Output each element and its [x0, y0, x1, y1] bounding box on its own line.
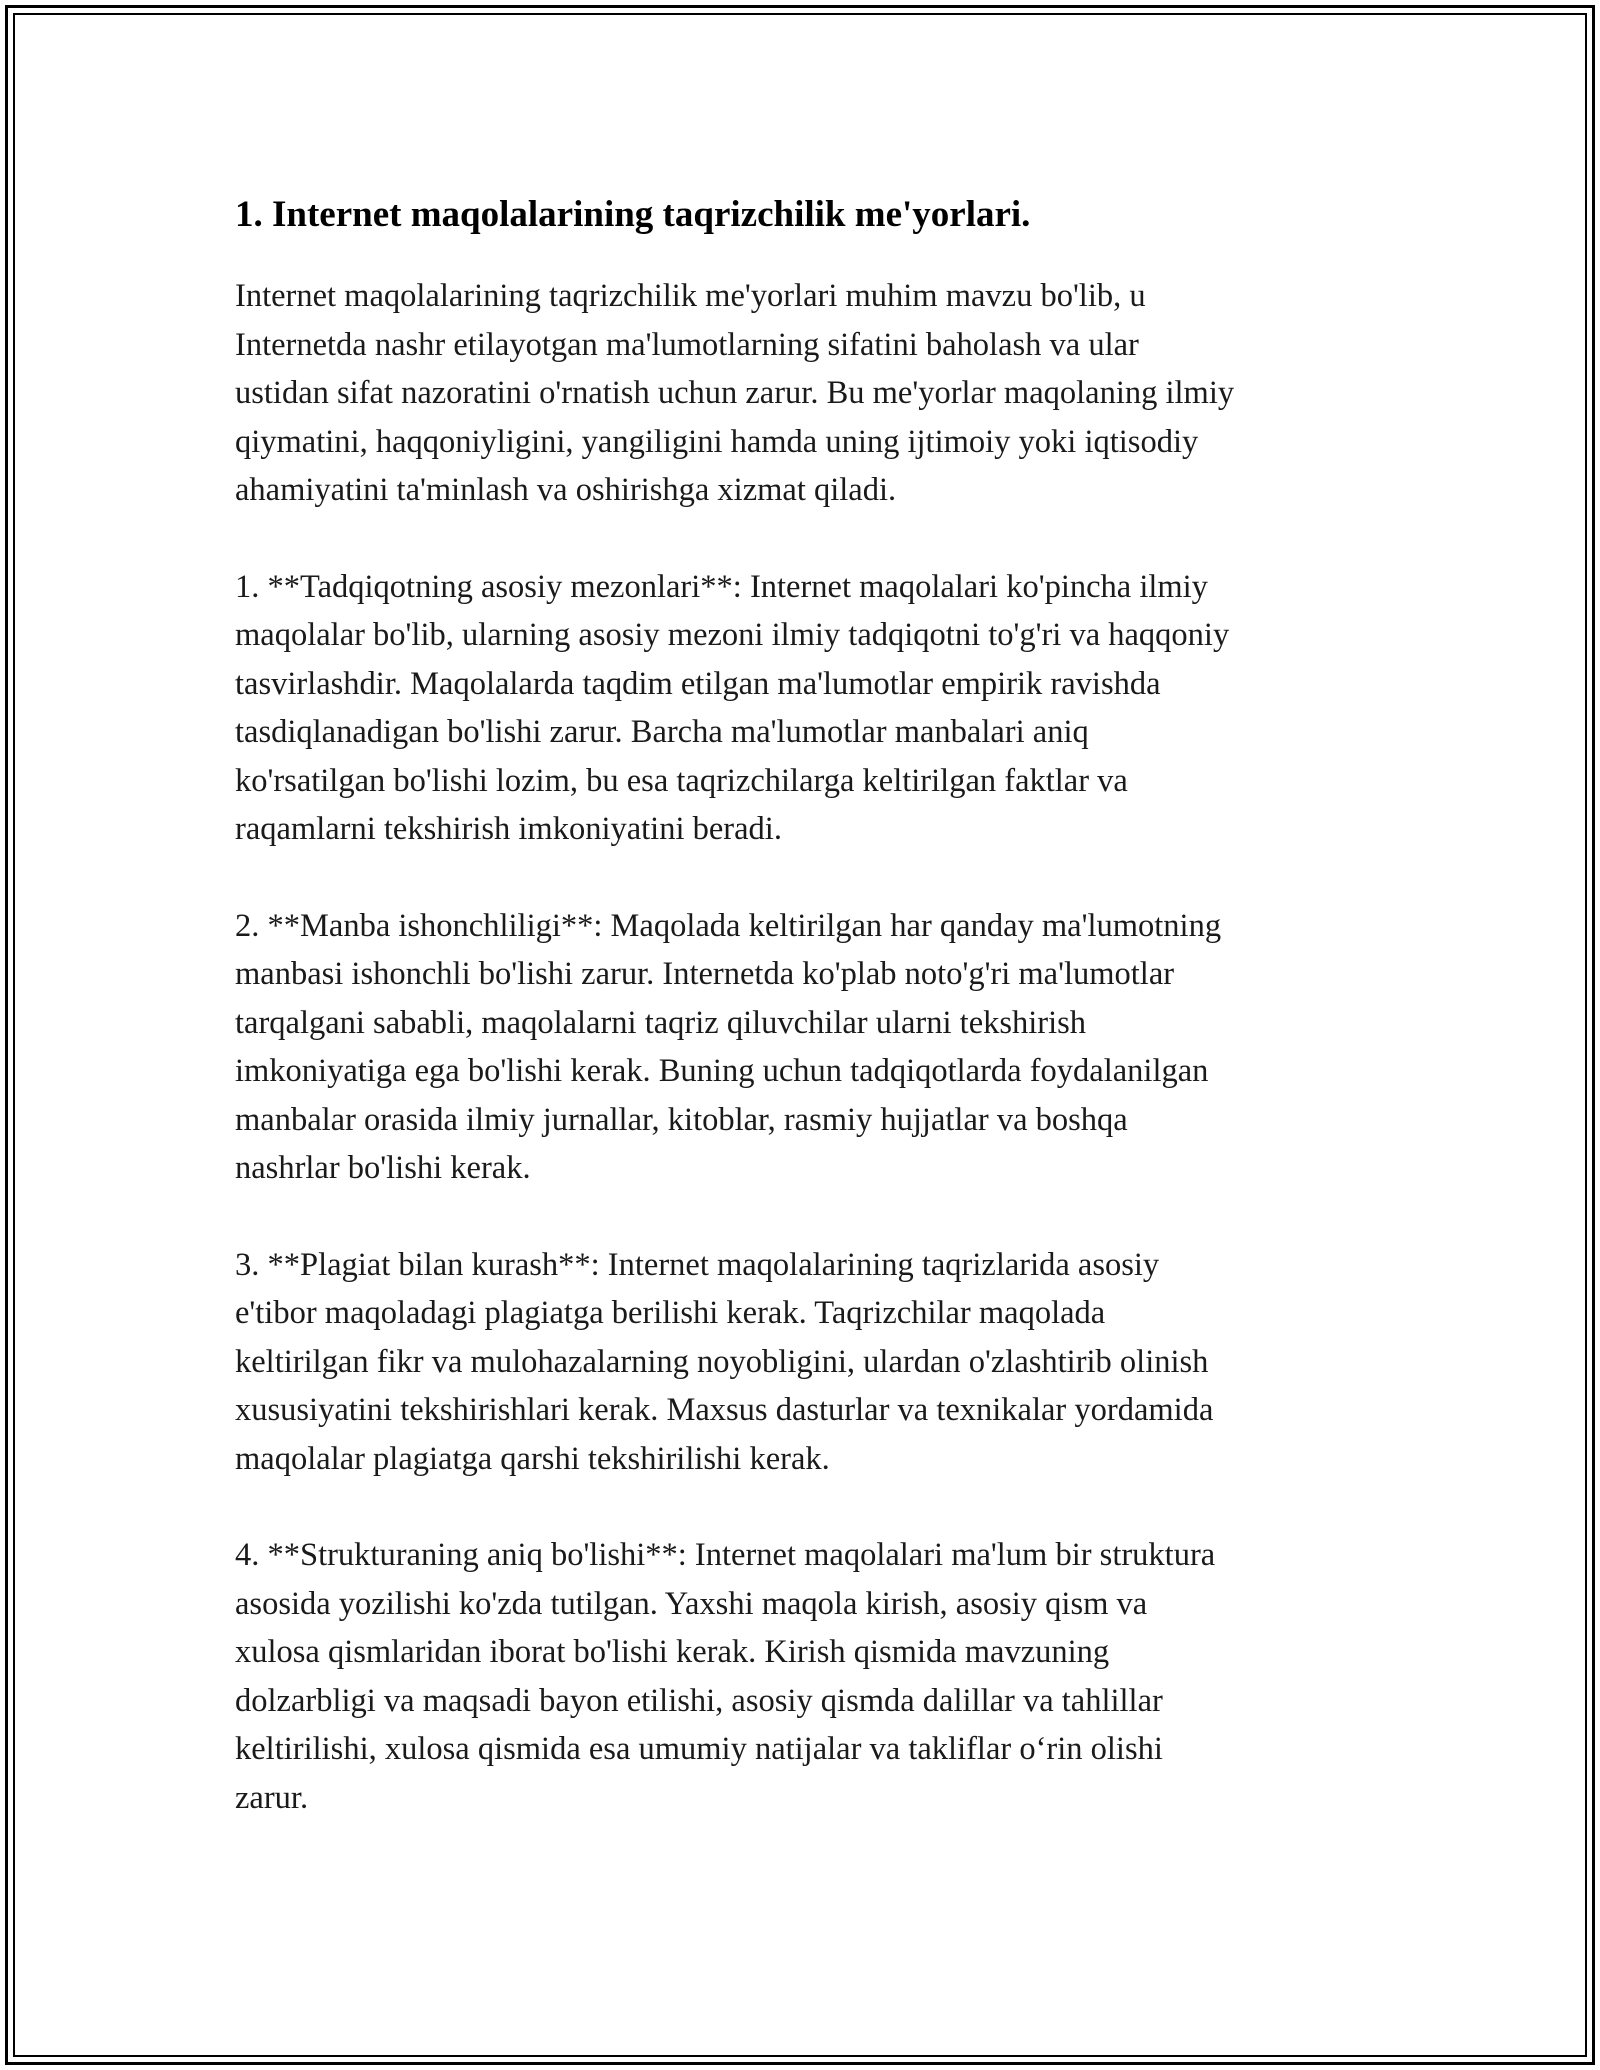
section-heading: 1. Internet maqolalarining taqrizchilik me'yorlari. [235, 194, 1031, 235]
criterion-paragraph-research: 1. **Tadqiqotning asosiy mezonlari**: Internet maqolalari ko'pincha ilmiy maqolalar bo'lib, ularning asosiy mezoni ilmiy tadqiqotni to'g'ri va haqqoniy tasvirlashdir. Maqolalarda taqdim etilgan ma'lumotlar empirik ravishda tasdiqlanadigan bo'lishi zarur. Barcha ma'lumotlar manbalari aniq ko'rsatilgan bo'lishi lozim, bu esa taqrizchilarga keltirilgan faktlar va raqamlarni tekshirish imkoniyatini beradi. [235, 568, 1230, 847]
criterion-paragraph-sources: 2. **Manba ishonchliligi**: Maqolada keltirilgan har qanday ma'lumotning manbasi ishonchli bo'lishi zarur. Internetda ko'plab noto'g'ri ma'lumotlar tarqalgani sababli, maqolalarni taqriz qiluvchilar ularni tekshirish imkoniyatiga ega bo'lishi kerak. Buning uchun tadqiqotlarda foydalanilgan manbalar orasida ilmiy jurnallar, kitoblar, rasmiy hujjatlar va boshqa nashrlar bo'lishi kerak. [235, 907, 1222, 1186]
intro-paragraph: Internet maqolalarining taqrizchilik me'yorlari muhim mavzu bo'lib, u Internetda nashr etilayotgan ma'lumotlarning sifatini baholash va ular ustidan sifat nazoratini o'rnatish uchun zarur. Bu me'yorlar maqolaning ilmiy qiymatini, haqqoniyligini, yangiligini hamda uning ijtimoiy yoki iqtisodiy ahamiyatini ta'minlash va oshirishga xizmat qiladi. [235, 278, 1235, 508]
document-body [235, 180, 1385, 1870]
criterion-paragraph-plagiarism: 3. **Plagiat bilan kurash**: Internet maqolalarining taqrizlarida asosiy e'tibor maqoladagi plagiatga berilishi kerak. Taqrizchilar maqolada keltirilgan fikr va mulohazalarning noyobligini, ulardan o'zlashtirib olinish xususiyatini tekshirishlari kerak. Maxsus dasturlar va texnikalar yordamida maqolalar plagiatga qarshi tekshirilishi kerak. [235, 1246, 1214, 1477]
criterion-paragraph-structure: 4. **Strukturaning aniq bo'lishi**: Internet maqolalari ma'lum bir struktura asosida yozilishi ko'zda tutilgan. Yaxshi maqola kirish, asosiy qism va xulosa qismlaridan iborat bo'lishi kerak. Kirish qismida mavzuning dolzarbligi va maqsadi bayon etilishi, asosiy qismda dalillar va tahlillar keltirilishi, xulosa qismida esa umumiy natijalar va takliflar o‘rin olishi zarur. [235, 1537, 1216, 1816]
